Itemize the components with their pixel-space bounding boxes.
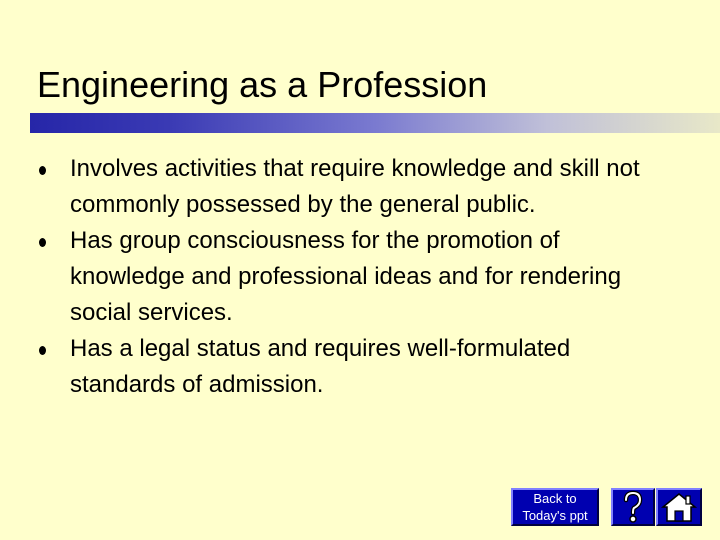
bullet-text: Has group consciousness for the promotion of knowledge and professional ideas and for rendering social services. (70, 227, 622, 326)
bullet-dot-icon (39, 346, 46, 355)
bullet-item (38, 223, 678, 331)
help-button[interactable] (611, 488, 655, 526)
bullet-list (38, 151, 678, 403)
back-button-line1: Back to (533, 491, 577, 506)
bullet-text: Has a legal status and requires well-formulated standards of admission. (70, 335, 571, 398)
slide-title: Engineering as a Profession (37, 64, 488, 105)
home-icon (660, 491, 698, 523)
back-button-line2: Today's ppt (522, 508, 588, 523)
title-rule (30, 113, 720, 133)
home-button[interactable] (656, 488, 702, 526)
question-mark-icon (618, 490, 648, 524)
bullet-item (38, 151, 678, 223)
back-to-todays-ppt-button[interactable] (511, 488, 599, 526)
bullet-item (38, 331, 678, 403)
bullet-text: Involves activities that require knowledge and skill not commonly possessed by the general public. (70, 155, 640, 218)
bullet-dot-icon (39, 238, 46, 247)
bullet-dot-icon (39, 166, 46, 175)
